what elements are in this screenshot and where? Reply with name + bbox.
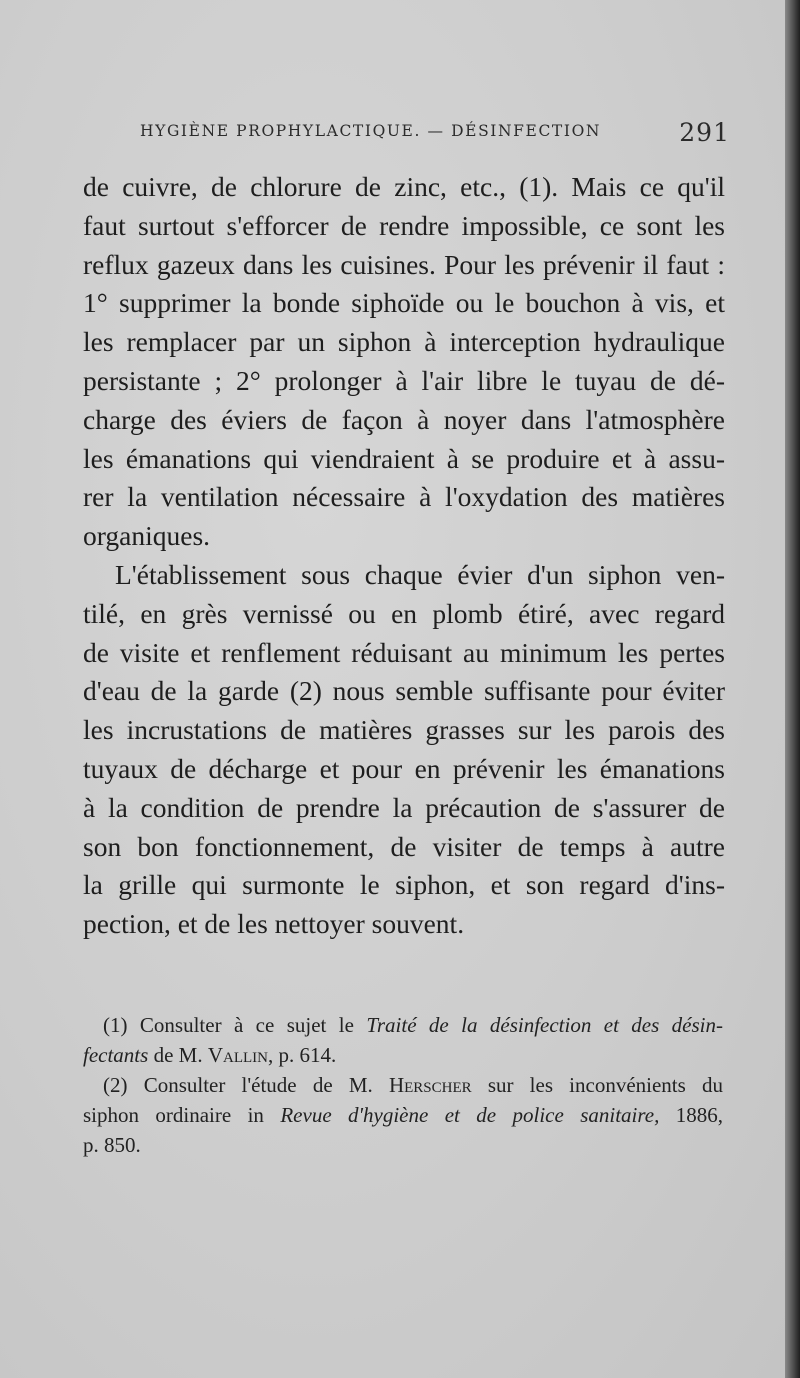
text-line: 1° supprimer la bonde siphoïde ou le bouchon à vis, et (83, 287, 725, 319)
footnote-1-author: Vallin (207, 1043, 268, 1067)
text-line: pection, et de les nettoyer souvent. (83, 908, 465, 940)
footnote-2-line (83, 1100, 723, 1130)
footnote-1-page: , p. 614. (267, 1043, 337, 1067)
footnote-1-line (83, 1010, 723, 1040)
text-line: rer la ventilation nécessaire à l'oxydation des matières (83, 481, 725, 513)
text-line: persistante ; 2° prolonger à l'air libre le tuyau de dé- (83, 364, 725, 396)
footnote-1-title-cont: fectants (83, 1043, 149, 1067)
text-line: tilé, en grès vernissé ou en plomb étiré, avec regard (83, 597, 725, 629)
page-number: 291 (679, 118, 730, 147)
text-line: les émanations qui viendraient à se produire et à assu- (83, 442, 725, 474)
footnote-1-text: Consulter à ce sujet le (139, 1013, 354, 1037)
footnote-2-journal: Revue d'hygiène et de police sanitaire, (280, 1103, 660, 1127)
text-line: à la condition de prendre la précaution de s'assurer de (83, 791, 725, 823)
footnote-2-mark: (2) (103, 1073, 128, 1097)
footnote-2-text: siphon ordinaire in (83, 1103, 264, 1127)
running-title: HYGIÈNE PROPHYLACTIQUE. — DÉSINFECTION (140, 122, 602, 140)
text-line: de visite et renflement réduisant au minimum les pertes (83, 636, 725, 668)
footnote-2-year: 1886, (675, 1103, 724, 1127)
text-line: les incrustations de matières grasses sur les parois des (83, 714, 725, 746)
footnote-2-text: sur les inconvénients du (487, 1073, 724, 1097)
text-line: tuyaux de décharge et pour en prévenir les émanations (83, 752, 725, 784)
running-header (140, 118, 730, 148)
footnote-2-text: Consulter l'étude de M. (143, 1073, 373, 1097)
text-line: d'eau de la garde (2) nous semble suffisante pour éviter (83, 675, 725, 707)
text-line: reflux gazeux dans les cuisines. Pour les prévenir il faut : (83, 248, 725, 280)
page-edge-shadow (785, 0, 800, 1378)
footnote-2-line (83, 1130, 723, 1160)
text-line: L'établissement sous chaque évier d'un siphon ven- (115, 558, 725, 590)
text-line: les remplacer par un siphon à interception hydraulique (83, 326, 725, 358)
footnote-2-page: p. 850. (83, 1133, 141, 1157)
text-line: la grille qui surmonte le siphon, et son regard d'ins- (83, 869, 725, 901)
footnote-1-line (83, 1040, 723, 1070)
text-line: de cuivre, de chlorure de zinc, etc., (1). Mais ce qu'il (83, 171, 725, 202)
body-text (83, 168, 725, 944)
footnote-2-line (83, 1070, 723, 1100)
text-line: faut surtout s'efforcer de rendre impossible, ce sont les (83, 209, 725, 241)
footnote-2-author: Herscher (388, 1073, 472, 1097)
footnote-1-title: Traité de la désinfection et des désin- (366, 1013, 724, 1037)
text-line: son bon fonctionnement, de visiter de temps à autre (83, 830, 725, 862)
footnote-1-text: de M. (153, 1043, 203, 1067)
footnote-1-mark: (1) (103, 1013, 128, 1037)
text-line: charge des éviers de façon à noyer dans l'atmosphère (83, 403, 725, 435)
footnotes (83, 1010, 723, 1160)
text-line: organiques. (83, 520, 211, 552)
